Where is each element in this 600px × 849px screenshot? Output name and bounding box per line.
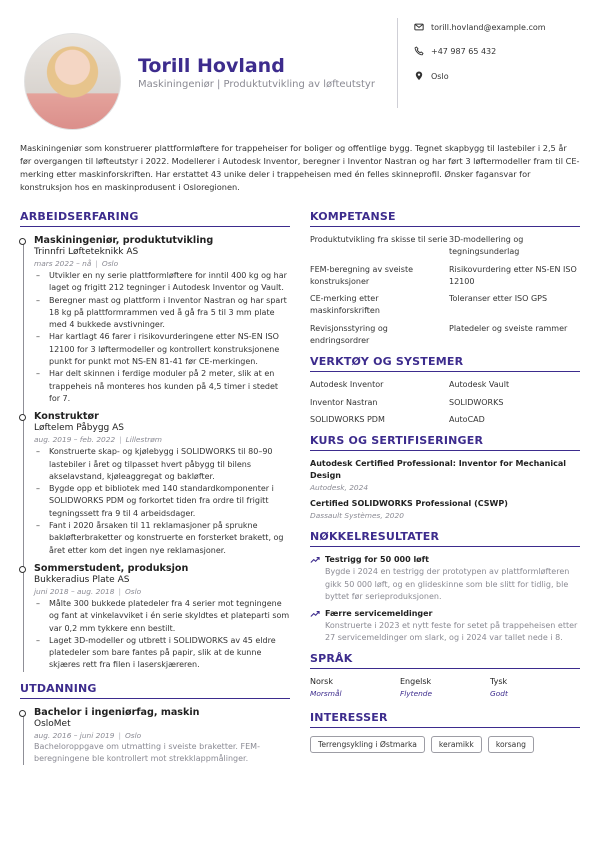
result-body: Bygde i 2024 en testrigg der prototypen av plattformløfteren gikk 50 000 løft, og en glideskinne som ble slitt for tidlig, ble byttet før serieproduksjonen.	[325, 567, 570, 601]
job-entry	[34, 235, 290, 405]
job-company: Trinnfri Løfteteknikk AS	[34, 247, 139, 257]
trend-up-icon	[310, 556, 320, 564]
competence-grid	[310, 234, 580, 352]
contact-location	[414, 71, 449, 81]
job-company: Løftelem Påbygg AS	[34, 423, 124, 434]
section-title-interests: INTERESSER	[310, 711, 580, 728]
job-bullet: – Utvikler en ny serie plattformløftere for inntil 400 kg og har laget og frigitt 212 tegninger i Autodesk Inventor og Vault.	[34, 270, 290, 295]
language-list	[310, 676, 580, 699]
section-title-education: UTDANNING	[20, 682, 290, 699]
job-bullet: – Målte 300 bukkede platedeler fra 4 serier mot tegningene og fant at vinkelavviket i én serie skyldtes et plateparti som var 0,2 mm tykkere enn bestilt.	[34, 598, 290, 635]
job-company: Bukkeradius Plate AS	[34, 574, 130, 585]
tool-item: Inventor Nastran	[310, 397, 378, 407]
competence-item: Revisjonsstyring og endringsordrer	[310, 323, 388, 346]
language-name: Tysk	[490, 676, 508, 686]
contact-location-text: Oslo	[431, 71, 449, 81]
job-bullet: – Bygde opp et bibliotek med 140 standardkomponenter i SOLIDWORKS PDM og forkortet tiden fra ordre til frigitt tegningssett fra 9 til 4 arbeidsdager.	[34, 483, 290, 520]
interest-tag: keramikk	[431, 736, 482, 753]
job-bullet: – Har kartlagt 46 farer i risikovurderingene etter NS-EN ISO 12100 for 3 løftermodeller og kontrollert konstruksjonene punkt for punkt mot NS-EN 81-41 før CE-merkingen.	[34, 331, 290, 368]
contact-phone[interactable]	[414, 46, 496, 56]
contact-email[interactable]	[414, 22, 546, 32]
language-item	[400, 676, 490, 699]
profile-summary: Maskiningeniør som konstruerer plattformløftere for trappeheiser for boliger og offentlige bygg. Tegnet skapbygg til lastebiler i 2,5 år før overgangen til løfteutstyr i 2022. Modellerer i Autodesk Inventor, beregner i Inventor Nastran og har ført 3 løftermodeller fram til CE-merking etter maskinforskriften. Har erstattet 43 unike deler i trappeheisen med én felles skinneprofil. Ønsker fagansvar for konstruksjon hos en maskinprodusent i Osloregionen.	[20, 143, 580, 192]
language-name: Norsk	[310, 676, 333, 686]
result-item	[310, 554, 580, 603]
section-title-competence: KOMPETANSE	[310, 210, 580, 227]
phone-icon	[414, 46, 424, 56]
result-head	[310, 554, 580, 566]
interest-tag: Terrengsykling i Østmarka	[310, 736, 425, 753]
education-meta: aug. 2016 – juni 2019 | Oslo	[34, 730, 142, 740]
left-column	[20, 210, 290, 771]
language-level: Godt	[490, 688, 508, 698]
job-title: Konstruktør	[34, 411, 99, 423]
result-head	[310, 608, 580, 620]
tool-item: AutoCAD	[449, 414, 485, 424]
tool-item: SOLIDWORKS	[449, 397, 504, 407]
language-item	[490, 676, 580, 699]
result-body: Konstruerte i 2023 et nytt feste for setet på trappeheisen etter 27 servicemeldinger om slark, og i 2024 var tallet nede i 8.	[325, 621, 578, 643]
cert-title: Certified SOLIDWORKS Professional (CSWP)	[310, 499, 508, 509]
tool-item: SOLIDWORKS PDM	[310, 414, 385, 424]
cert-issuer: Autodesk, 2024	[310, 483, 369, 493]
job-bullet: – Konstruerte skap- og kjølebygg i SOLIDWORKS til 80–90 lastebiler i året og tilpasset hvert påbygg til bilens akselavstand, kjøleaggregat og bakløfter.	[34, 446, 290, 483]
competence-item: 3D-modellering og tegningsunderlag	[449, 235, 524, 257]
job-title: Maskiningeniør, produktutvikling	[34, 235, 214, 246]
education-entry	[34, 707, 290, 766]
candidate-name: Torill Hovland	[138, 55, 285, 77]
competence-item: Risikovurdering etter NS-EN ISO 12100	[449, 264, 577, 286]
job-bullet: – Fant i 2020 årsaken til 11 reklamasjoner på sprukne bakløfterbraketter og konstruerte en forsterket brakett, og året etter kom det ingen nye reklamasjoner.	[34, 520, 290, 557]
timeline-dot	[19, 238, 26, 245]
tools-grid	[310, 379, 580, 431]
profile-photo	[24, 33, 121, 130]
location-icon	[414, 71, 424, 81]
job-meta: mars 2022 – nå | Oslo	[34, 259, 119, 268]
job-bullets	[34, 270, 290, 405]
right-column	[310, 210, 580, 753]
results-list	[310, 554, 580, 644]
competence-item: CE-merking etter maskinforskriften	[310, 294, 380, 316]
language-level: Flytende	[400, 688, 433, 698]
education-timeline	[20, 707, 290, 766]
job-title: Sommerstudent, produksjon	[34, 562, 189, 574]
contact-phone-text: +47 987 65 432	[431, 46, 497, 56]
tool-item: Autodesk Inventor	[310, 380, 384, 390]
language-level: Morsmål	[310, 688, 342, 698]
job-meta: juni 2018 – aug. 2018 | Oslo	[34, 586, 142, 596]
mail-icon	[414, 22, 424, 32]
job-bullet: – Har delt skinnen i ferdige moduler på 2 meter, slik at en trappeheis nå monteres hos kunden på 4,5 timer i stedet for 7.	[34, 368, 290, 405]
section-title-tools: VERKTØY OG SYSTEMER	[310, 355, 580, 372]
interest-tags	[310, 736, 580, 753]
contact-email-text: torill.hovland@example.com	[431, 22, 546, 32]
education-location: Oslo	[124, 730, 142, 740]
language-name: Engelsk	[400, 676, 432, 686]
school-name: OsloMet	[34, 718, 71, 729]
result-item	[310, 608, 580, 645]
result-title: Testrigg for 50 000 løft	[325, 555, 429, 565]
section-title-certs: KURS OG SERTIFISERINGER	[310, 434, 580, 451]
job-dates: juni 2018 – aug. 2018	[34, 586, 115, 596]
job-location: Oslo	[124, 586, 142, 596]
header-divider	[397, 18, 398, 108]
interest-tag: korsang	[488, 736, 534, 753]
timeline-dot	[19, 566, 26, 573]
job-bullet: – Laget 3D-modeller og utbrett i SOLIDWORKS av 45 eldre platedeler som bare fantes på papir, slik at de kunne skjæres rett fra filen i laserskjæreren.	[34, 635, 290, 672]
job-dates: aug. 2019 – feb. 2022	[34, 435, 116, 445]
job-meta: aug. 2019 – feb. 2022 | Lillestrøm	[34, 435, 162, 445]
competence-item: Platedeler og sveiste rammer	[449, 323, 568, 333]
cert-list	[310, 458, 580, 521]
result-title: Færre servicemeldinger	[325, 609, 433, 619]
job-location: Lillestrøm	[125, 435, 162, 445]
job-bullets	[34, 598, 290, 672]
job-entry	[34, 411, 290, 557]
section-title-languages: SPRÅK	[310, 652, 580, 669]
timeline-dot	[19, 414, 26, 421]
experience-timeline	[20, 235, 290, 672]
language-item	[310, 676, 400, 699]
job-location: Oslo	[101, 259, 119, 268]
degree-title: Bachelor i ingeniørfag, maskin	[34, 706, 200, 718]
section-title-results: NØKKELRESULTATER	[310, 530, 580, 547]
trend-up-icon	[310, 610, 320, 618]
education-dates: aug. 2016 – juni 2019	[34, 730, 115, 740]
job-entry	[34, 563, 290, 672]
job-bullet: – Beregner mast og plattform i Inventor Nastran og har spart 18 kg på plattformrammen ved å gå fra 5 til 3 mm plate med 4 bukkede avstivninger.	[34, 295, 290, 332]
timeline-dot	[19, 710, 26, 717]
cert-title: Autodesk Certified Professional: Inventor for Mechanical Design	[310, 459, 567, 481]
candidate-title: Maskiningeniør | Produktutvikling av løfteutstyr	[138, 79, 375, 90]
job-bullets	[34, 446, 290, 557]
section-title-experience: ARBEIDSERFARING	[20, 210, 290, 227]
competence-item: Produktutvikling fra skisse til serie	[310, 235, 448, 244]
cert-issuer: Dassault Systèmes, 2020	[310, 511, 404, 521]
job-dates: mars 2022 – nå	[34, 259, 92, 268]
competence-item: Toleranser etter ISO GPS	[449, 294, 548, 304]
competence-item: FEM-beregning av sveiste konstruksjoner	[310, 264, 413, 286]
education-description: Bacheloroppgave om utmatting i sveiste braketter. FEM-beregningene ble kontrollert mot strekklappmålinger.	[34, 741, 260, 764]
tool-item: Autodesk Vault	[449, 380, 510, 390]
